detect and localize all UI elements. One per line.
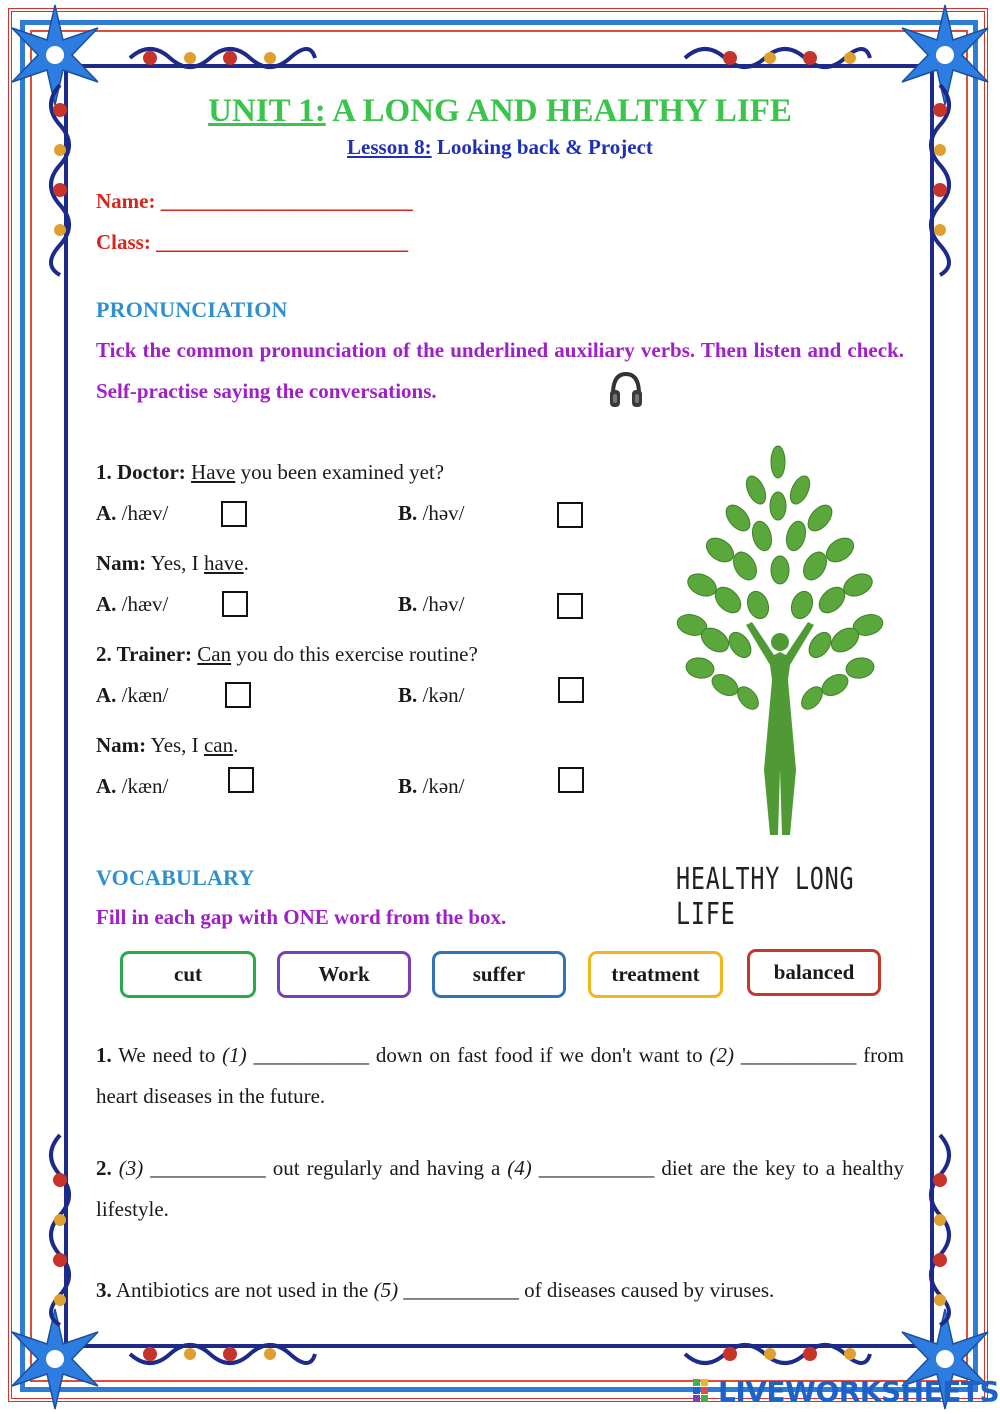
filigree-ornament-icon bbox=[680, 1334, 880, 1374]
word-box-work[interactable]: Work bbox=[277, 951, 411, 998]
option-text: /hæv/ bbox=[116, 501, 169, 525]
pronunciation-instruction: Tick the common pronunciation of the underlined auxiliary verbs. Then listen and check. Self-practise saying the conversations. bbox=[96, 338, 904, 403]
filigree-ornament-icon bbox=[120, 1334, 320, 1374]
option-text: /kæn/ bbox=[116, 774, 169, 798]
speaker: Nam: bbox=[96, 733, 147, 757]
option-a bbox=[96, 683, 168, 708]
filigree-ornament-icon bbox=[40, 1130, 80, 1330]
gap-number[interactable]: (5) bbox=[373, 1278, 399, 1302]
sentence-number: 2. bbox=[96, 1156, 112, 1180]
gap-number[interactable]: (4) bbox=[507, 1156, 532, 1180]
headphones-icon[interactable] bbox=[608, 370, 644, 410]
underlined-word: can bbox=[203, 733, 234, 757]
lesson-label: Lesson 8: bbox=[347, 135, 432, 159]
checkbox[interactable] bbox=[558, 767, 584, 793]
unit-label: UNIT 1: bbox=[208, 93, 326, 129]
vocabulary-heading: VOCABULARY bbox=[96, 865, 255, 890]
name-field[interactable]: Name: ________________________ bbox=[96, 189, 413, 213]
checkbox[interactable] bbox=[225, 682, 251, 708]
speaker: 2. Trainer: bbox=[96, 642, 193, 666]
checkbox[interactable] bbox=[558, 677, 584, 703]
question-text: you do this exercise routine? bbox=[231, 642, 478, 666]
sentence-text: ___________ from heart diseases in the future. bbox=[96, 1043, 904, 1108]
sentence-text: ___________ diet are the key to a healthy lifestyle. bbox=[96, 1156, 904, 1221]
filigree-ornament-icon bbox=[120, 38, 320, 78]
liveworksheets-logo[interactable] bbox=[692, 1374, 999, 1408]
option-text: /həv/ bbox=[417, 501, 465, 525]
option-b bbox=[398, 683, 465, 708]
sentence-text: Antibiotics are not used in the bbox=[111, 1278, 374, 1302]
speaker: 1. Doctor: bbox=[96, 460, 186, 484]
option-b bbox=[398, 774, 465, 799]
option-a bbox=[96, 774, 168, 799]
option-text: /kən/ bbox=[417, 774, 465, 798]
underlined-word: Have bbox=[191, 460, 236, 484]
tree-caption: HEALTHY LONG LIFE bbox=[676, 862, 855, 932]
checkbox[interactable] bbox=[557, 593, 583, 619]
checkbox[interactable] bbox=[557, 502, 583, 528]
option-a bbox=[96, 501, 168, 526]
gap-number[interactable]: (2) bbox=[709, 1043, 734, 1067]
question-text: you been examined yet? bbox=[235, 460, 445, 484]
checkbox[interactable] bbox=[221, 501, 247, 527]
sentence-text: ___________ down on fast food if we don't want to bbox=[246, 1043, 710, 1067]
checkbox[interactable] bbox=[228, 767, 254, 793]
question-2 bbox=[96, 642, 478, 667]
option-text: /hæv/ bbox=[116, 592, 169, 616]
pronunciation-heading: PRONUNCIATION bbox=[96, 297, 288, 322]
option-b bbox=[398, 592, 465, 617]
gap-number[interactable]: (1) bbox=[222, 1043, 247, 1067]
lesson-name: Looking back & Project bbox=[431, 135, 653, 159]
sentence-text: ___________ out regularly and having a bbox=[143, 1156, 508, 1180]
healthy-tree-illustration bbox=[660, 440, 900, 860]
underlined-word: have bbox=[203, 551, 244, 575]
word-box-cut[interactable]: cut bbox=[120, 951, 256, 998]
word-box-suffer[interactable]: suffer bbox=[432, 951, 566, 998]
speaker: Nam: bbox=[96, 551, 147, 575]
answer-text: Yes, I bbox=[146, 551, 204, 575]
option-label: A. bbox=[96, 592, 117, 616]
option-label: B. bbox=[398, 592, 418, 616]
sentence-number: 1. bbox=[96, 1043, 112, 1067]
option-b bbox=[398, 501, 465, 526]
option-text: /həv/ bbox=[417, 592, 465, 616]
unit-title bbox=[0, 93, 1000, 130]
logo-text: LIVEWORKSHEETS bbox=[718, 1374, 1000, 1408]
sentence-2 bbox=[96, 1148, 904, 1230]
unit-name: A LONG AND HEALTHY LIFE bbox=[325, 93, 792, 129]
underlined-word: Can bbox=[197, 642, 232, 666]
option-label: B. bbox=[398, 501, 418, 525]
gap-number[interactable]: (3) bbox=[111, 1156, 144, 1180]
option-text: /kæn/ bbox=[116, 683, 169, 707]
answer-2 bbox=[96, 733, 238, 758]
sentence-number: 3. bbox=[96, 1278, 112, 1302]
option-label: B. bbox=[398, 774, 418, 798]
class-field[interactable]: Class: ________________________ bbox=[96, 230, 409, 254]
option-label: A. bbox=[96, 501, 117, 525]
filigree-ornament-icon bbox=[680, 38, 880, 78]
sentence-text: We need to bbox=[111, 1043, 223, 1067]
option-label: A. bbox=[96, 774, 117, 798]
sentence-3 bbox=[96, 1270, 904, 1311]
option-text: /kən/ bbox=[417, 683, 465, 707]
word-box-balanced[interactable]: balanced bbox=[747, 949, 881, 996]
sentence-1 bbox=[96, 1035, 904, 1117]
checkbox[interactable] bbox=[222, 591, 248, 617]
lesson-title bbox=[0, 135, 1000, 160]
question-1 bbox=[96, 460, 444, 485]
answer-text: . bbox=[243, 551, 249, 575]
filigree-ornament-icon bbox=[920, 1130, 960, 1330]
logo-icon bbox=[692, 1377, 718, 1405]
answer-text: . bbox=[233, 733, 239, 757]
option-a bbox=[96, 592, 168, 617]
sentence-text: ___________ of diseases caused by viruses. bbox=[398, 1278, 775, 1302]
answer-1 bbox=[96, 551, 249, 576]
answer-text: Yes, I bbox=[146, 733, 204, 757]
option-label: A. bbox=[96, 683, 117, 707]
word-box-treatment[interactable]: treatment bbox=[588, 951, 723, 998]
vocabulary-instruction: Fill in each gap with ONE word from the box. bbox=[96, 905, 507, 929]
option-label: B. bbox=[398, 683, 418, 707]
